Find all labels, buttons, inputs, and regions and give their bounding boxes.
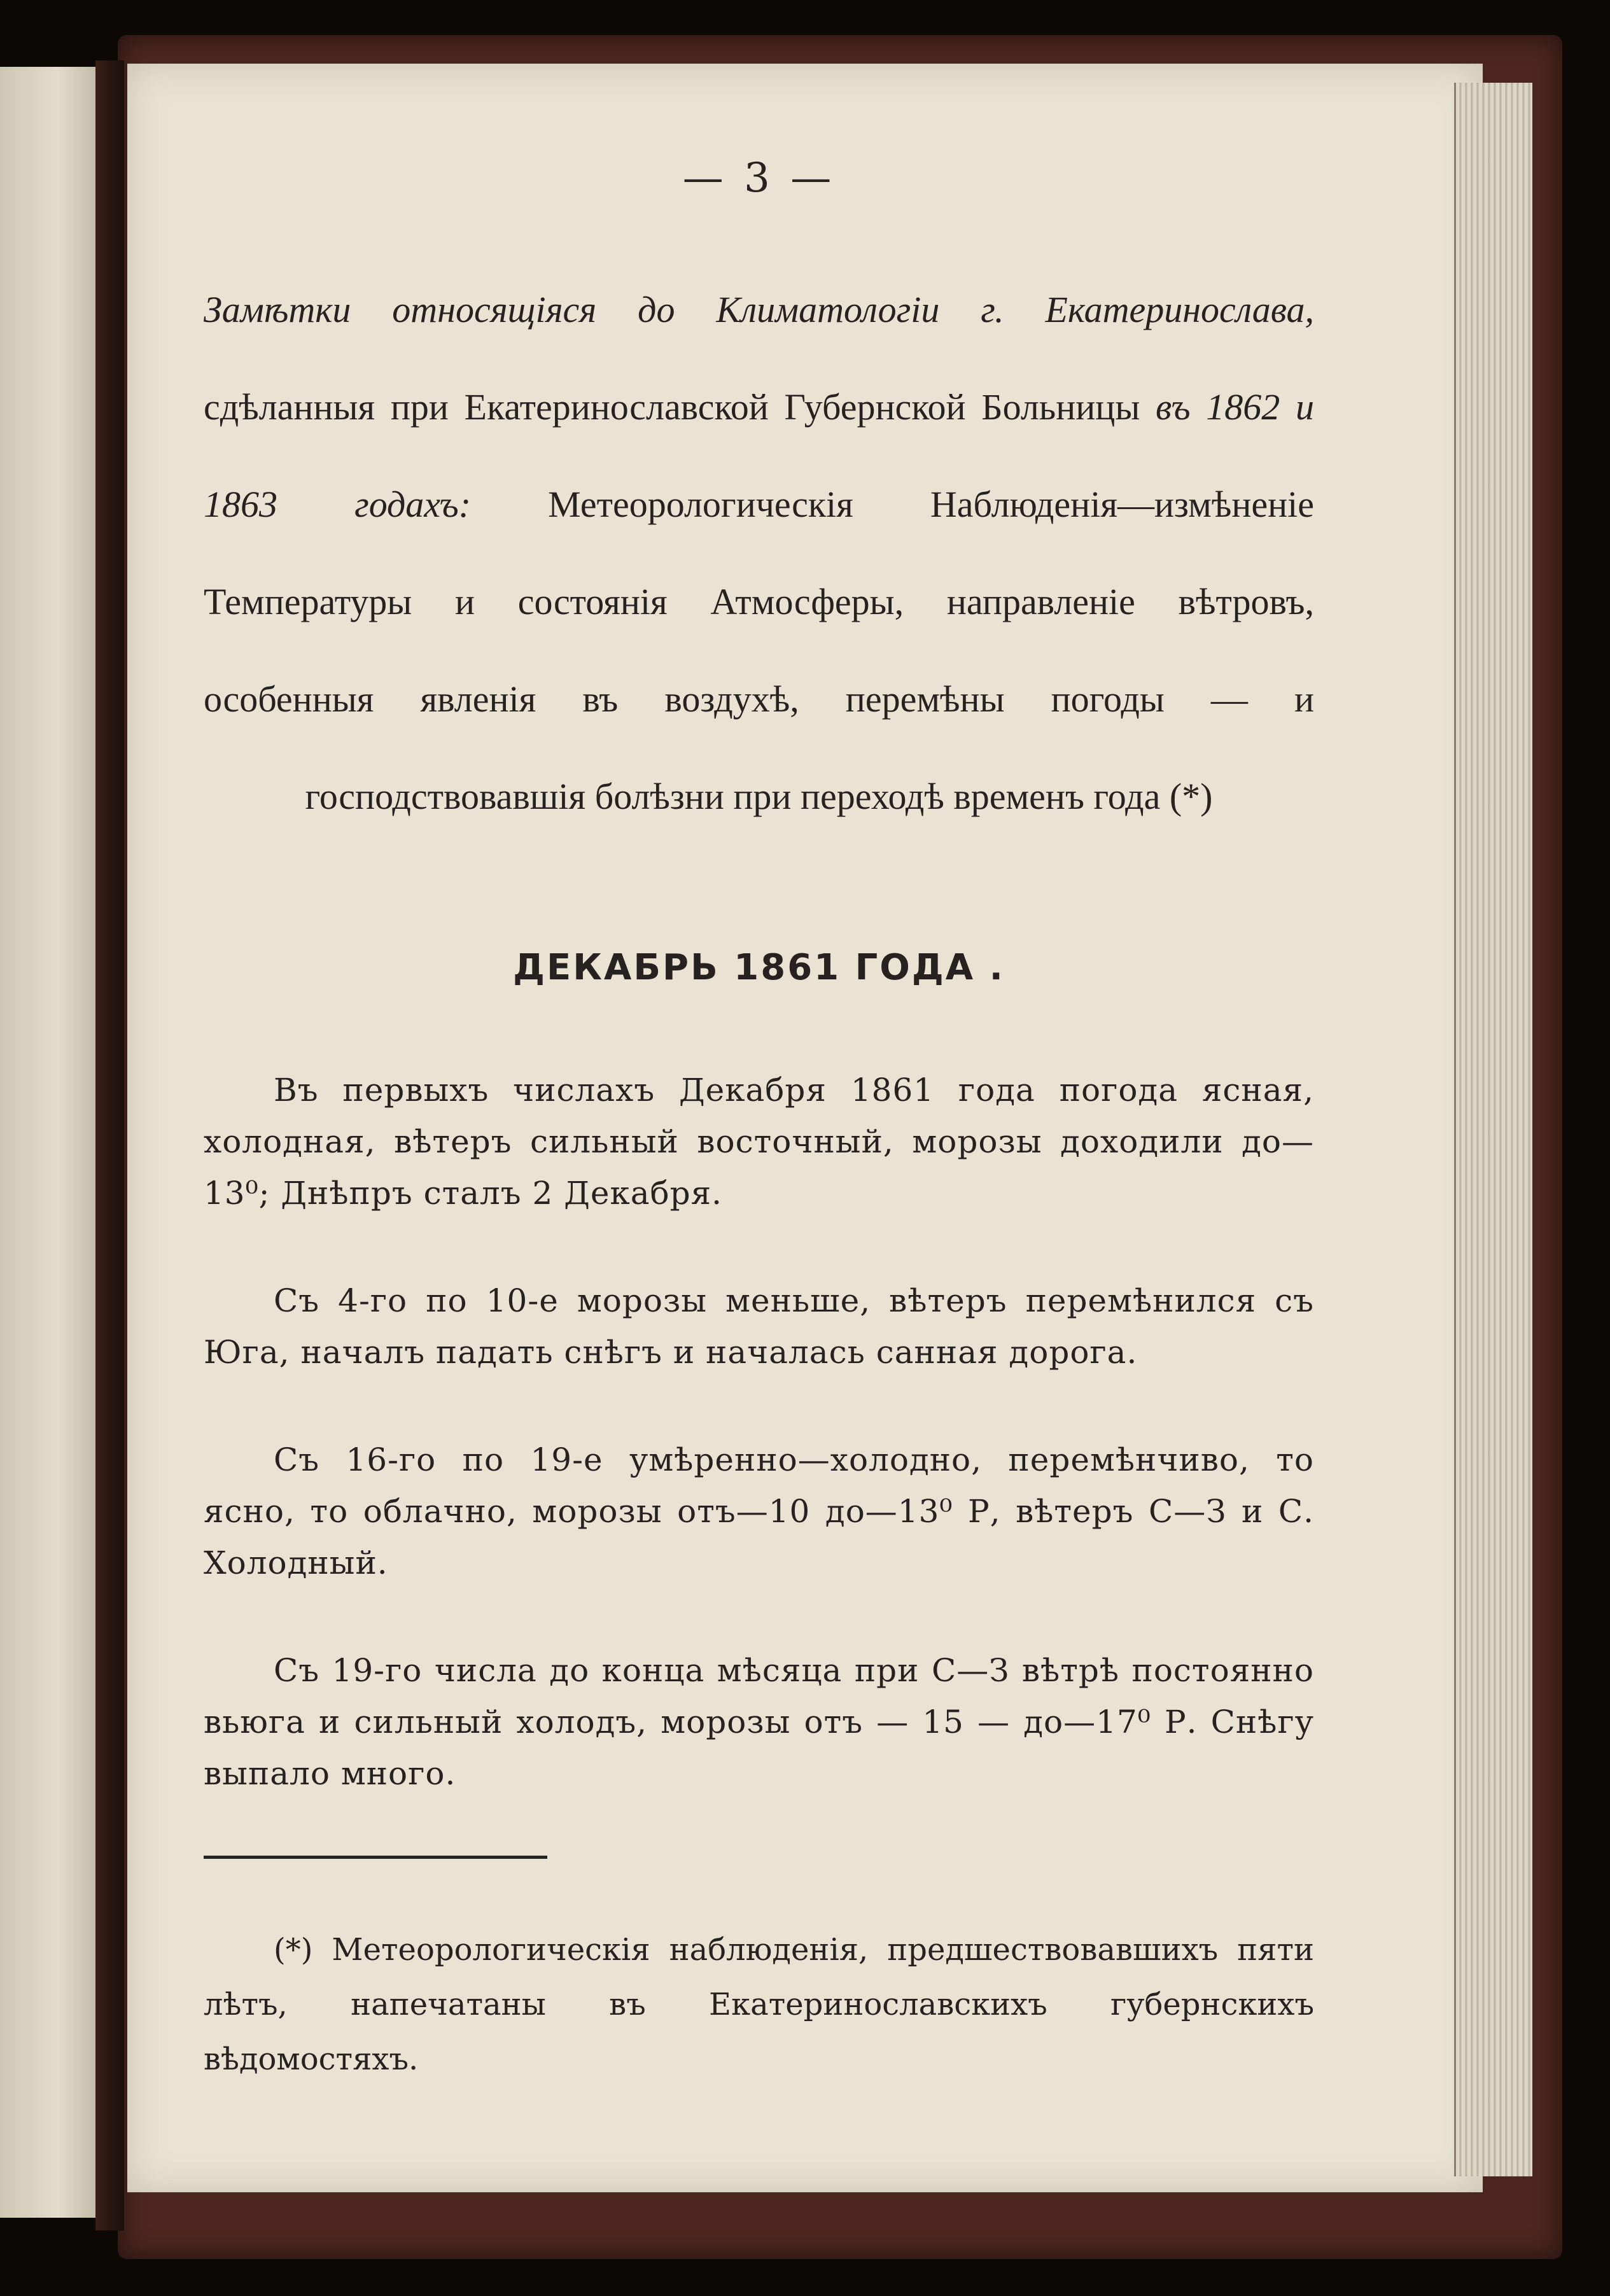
heading-text-1: сдѣланныя при Екатеринославской Губернской Больницы xyxy=(204,386,1156,428)
heading-text-2: Метеорологическія Наблюденія—измѣненіе Температуры и состоянія Атмосферы, направленіе вѣтровъ, особенныя явленія въ воздухѣ, перемѣны погоды — и господствовавшія болѣзни при переходѣ временъ года (*) xyxy=(204,484,1315,817)
heading-italic-years: въ 1862 и 1863 годахъ: xyxy=(204,386,1314,525)
page-content xyxy=(204,153,1314,2087)
paragraph-2: Съ 4-го по 10-е морозы меньше, вѣтеръ перемѣнился съ Юга, началъ падать снѣгъ и началась санная дорога. xyxy=(204,1282,1314,1371)
paragraph-3: Съ 16-го по 19-е умѣренно—холодно, перемѣнчиво, то ясно, то облачно, морозы отъ—10 до—13⁰ Р, вѣтеръ С—З и С. Холодный. xyxy=(204,1441,1314,1581)
paragraph-1: Въ первыхъ числахъ Декабря 1861 года погода ясная, холодная, вѣтеръ сильный восточный, морозы доходили до—13⁰; Днѣпръ сталъ 2 Декабря. xyxy=(204,1072,1314,1212)
left-page-edge xyxy=(0,67,105,2218)
paragraph-4: Съ 19-го числа до конца мѣсяца при С—З вѣтрѣ постоянно вьюга и сильный холодъ, морозы отъ — 15 — до—17⁰ Р. Снѣгу выпало много. xyxy=(204,1652,1314,1792)
heading-italic-title: Замѣтки относящіяся до Климатологіи г. Екатеринослава, xyxy=(204,289,1314,330)
footnote: (*) Метеорологическія наблюденія, предшествовавшихъ пяти лѣтъ, напечатаны въ Екатеринославскихъ губернскихъ вѣдомостяхъ. xyxy=(204,1932,1314,2077)
book-gutter xyxy=(95,60,124,2230)
footnote-divider xyxy=(204,1856,547,1859)
article-heading xyxy=(204,261,1314,845)
chapter-title: ДЕКАБРЬ 1861 ГОДА . xyxy=(513,947,1005,988)
page-number: — 3 — xyxy=(682,155,836,202)
page-stack-edges xyxy=(1454,83,1532,2176)
